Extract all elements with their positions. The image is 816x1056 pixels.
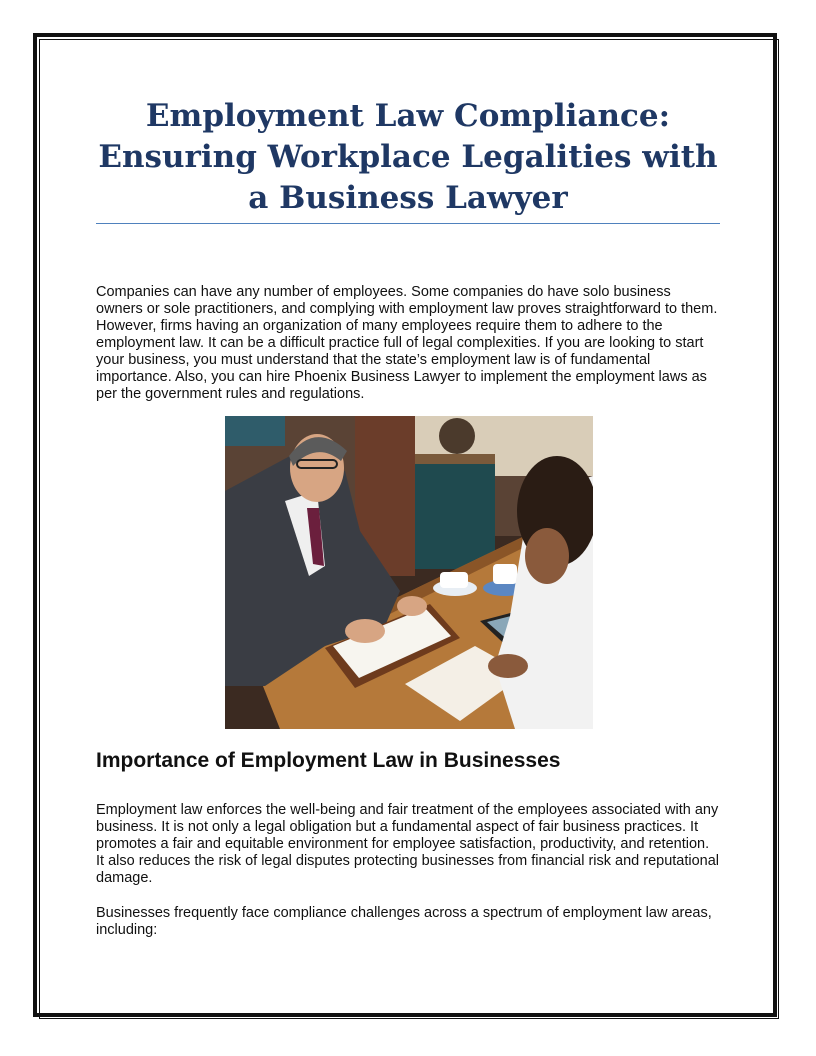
section-paragraph-2: Businesses frequently face compliance challenges across a spectrum of employment law areas, including:: [96, 905, 712, 938]
intro-paragraph: Companies can have any number of employees. Some companies do have solo business owners or sole practitioners, and complying with employment law proves straightforward to them. However, firms having an organization of many employees require them to adhere to the employment law. It can be a difficult practice full of legal complexities. If you are looking to start your business, you must understand that the state’s employment law is of fundamental importance. Also, you can hire Phoenix Business Lawyer to implement the employment laws as per the government rules and regulations.: [96, 284, 718, 402]
section-paragraph-1: Employment law enforces the well-being and fair treatment of the employees associated with any business. It is not only a legal obligation but a fundamental aspect of fair business practices. It promotes a fair and equitable environment for employee satisfaction, productivity, and retention. It also reduces the risk of legal disputes protecting businesses from financial risk and reputational damage.: [96, 802, 720, 886]
title-underline: [96, 223, 720, 224]
section-heading: Importance of Employment Law in Businesses: [96, 749, 561, 772]
document-title: Employment Law Compliance: Ensuring Workplace Legalities with a Business Lawyer: [98, 98, 718, 216]
business-meeting-photo: [225, 416, 593, 729]
